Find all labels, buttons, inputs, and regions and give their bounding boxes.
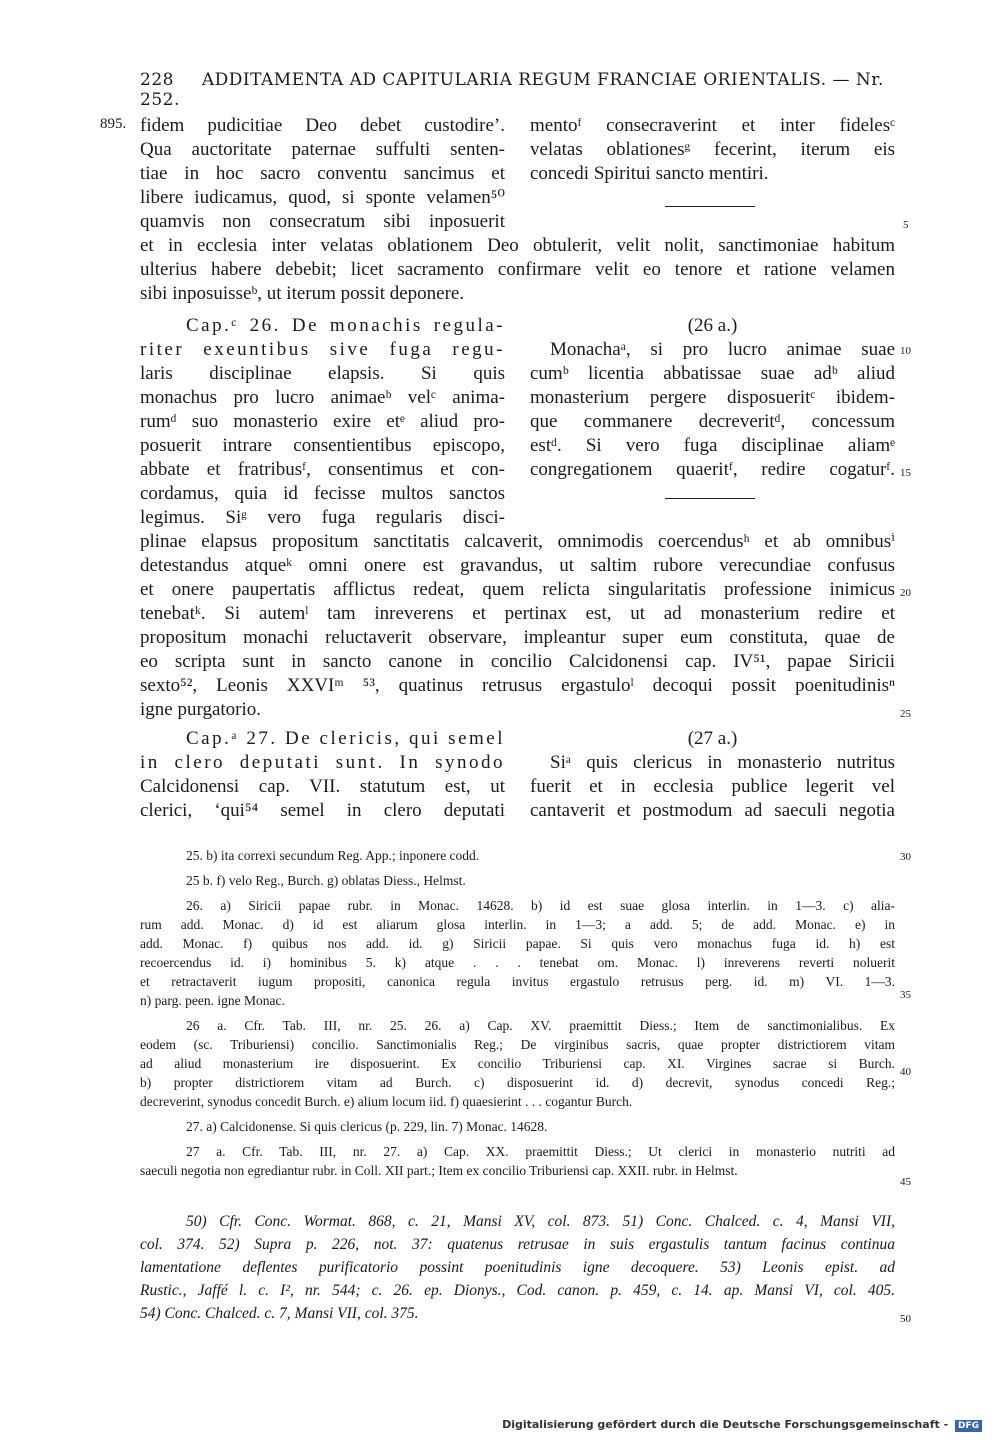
block3-left-column bbox=[140, 727, 505, 823]
text-line: tenebatᵏ. Si autemˡ tam inreverens et pertinax est, ut ad monasterium redire et bbox=[140, 603, 895, 624]
footnote-line: 25. b) ita correxi secundum Reg. App.; inponere codd. bbox=[186, 848, 480, 863]
text-line: quamvis non consecratum sibi inposuerit bbox=[140, 211, 505, 232]
text-line: Qua auctoritate paternae suffulti senten- bbox=[140, 139, 505, 160]
critical-apparatus bbox=[140, 846, 895, 1180]
full-width-paragraph-1 bbox=[140, 234, 895, 306]
text-line: propositum monachi reluctaverit observare, impleantur super eum constituta, quae de bbox=[140, 627, 895, 648]
line-number: 20 bbox=[900, 587, 911, 599]
dfg-logo: DFG bbox=[955, 1420, 982, 1432]
section-divider bbox=[665, 206, 755, 207]
text-line: in clero deputati sunt. In synodo bbox=[140, 752, 505, 773]
text-line: laris disciplinae elapsis. Si quis bbox=[140, 363, 505, 384]
footnote-line: saeculi negotia non egrediantur rubr. in Coll. XII part.; Item ex concilio Triburiensi cap. XXII. rubr. in Helmst. bbox=[140, 1163, 738, 1178]
footnote-group bbox=[140, 871, 895, 890]
text-line: congregationem quaeritᶠ, redire cogaturᶠ. bbox=[530, 459, 895, 480]
footnote-group bbox=[140, 896, 895, 1010]
block1-right-column bbox=[530, 114, 895, 186]
digitization-credit bbox=[502, 1418, 982, 1432]
footnote-line: n) parg. peen. igne Monac. bbox=[140, 993, 285, 1008]
section-divider bbox=[665, 498, 755, 499]
line-number: 30 bbox=[900, 851, 911, 863]
block1-left-column bbox=[140, 114, 505, 234]
text-line: monachus pro lucro animaeᵇ velᶜ anima- bbox=[140, 387, 505, 408]
line-number: 10 bbox=[900, 345, 911, 357]
line-number: 15 bbox=[900, 467, 911, 479]
numbered-notes bbox=[140, 1210, 895, 1325]
text-line: sexto⁵², Leonis XXVIᵐ ⁵³, quatinus retrusus ergastuloˡ decoqui possit poenitudinisⁿ bbox=[140, 675, 895, 696]
note-line: 50) Cfr. Conc. Wormat. 868, c. 21, Mansi XV, col. 873. 51) Conc. Chalced. c. 4, Mansi VII, bbox=[186, 1213, 895, 1230]
text-line: detestandus atqueᵏ omni onere est gravandus, ut saltim rubore verecundiae confusus bbox=[140, 555, 895, 576]
footnote-line: et retractaverit iugum propositi, canonica regula invitus ergastulo retrusus perg. id. m) VI. 1—3. bbox=[140, 974, 895, 989]
note-line: 54) Conc. Chalced. c. 7, Mansi VII, col. 375. bbox=[140, 1305, 419, 1322]
text-line: clerici, ‘qui⁵⁴ semel in clero deputati bbox=[140, 800, 505, 821]
text-line: fidem pudicitiae Deo debet custodireʼ. bbox=[140, 115, 505, 136]
section-number: (27 a.) bbox=[687, 728, 738, 749]
text-line: riter exeuntibus sive fuga regu- bbox=[140, 339, 505, 360]
note-line: col. 374. 52) Supra p. 226, not. 37: quatenus retrusae in suis ergastulis tantum facinus continua bbox=[140, 1236, 895, 1253]
line-number: 35 bbox=[900, 989, 911, 1001]
text-line: cumᵇ licentia abbatissae suae adᵇ aliud bbox=[530, 363, 895, 384]
line-number: 5 bbox=[903, 219, 909, 231]
running-header bbox=[140, 70, 900, 110]
footnote-line: 27. a) Calcidonense. Si quis clericus (p. 229, lin. 7) Monac. 14628. bbox=[186, 1119, 548, 1134]
text-line: ulterius habere debebit; licet sacramento confirmare velit eo tenore et ratione velamen bbox=[140, 259, 895, 280]
footnote-group bbox=[140, 1016, 895, 1111]
footnote-line: ad aliud monasterium ire disposuerint. Ex concilio Triburiensi cap. XI. Virgines sacrae si Burch. bbox=[140, 1056, 895, 1071]
line-number: 45 bbox=[900, 1176, 911, 1188]
text-line: Monachaᵃ, si pro lucro animae suae bbox=[550, 339, 895, 360]
block2-right-column bbox=[530, 314, 895, 482]
footnote-group bbox=[140, 846, 895, 865]
text-line: sibi inposuisseᵇ, ut iterum possit deponere. bbox=[140, 283, 465, 304]
section-number: (26 a.) bbox=[687, 315, 738, 336]
text-line: mentoᶠ consecraverint et inter fidelesᶜ bbox=[530, 115, 895, 136]
year-marker: 895. bbox=[100, 116, 127, 132]
block2-left-column bbox=[140, 314, 505, 530]
line-number: 40 bbox=[900, 1066, 911, 1078]
text-line: et onere paupertatis afflictus redeat, quem relicta singularitatis professione inimicus bbox=[140, 579, 895, 600]
text-line: legimus. Siᵍ vero fuga regularis disci- bbox=[140, 507, 505, 528]
text-line: que commanere decreveritᵈ, concessum bbox=[530, 411, 895, 432]
text-line: monasterium pergere disposueritᶜ ibidem- bbox=[530, 387, 895, 408]
text-line: cantaverit et postmodum ad saeculi negotia bbox=[530, 800, 895, 821]
text-line: Calcidonensi cap. VII. statutum est, ut bbox=[140, 776, 505, 797]
text-line: rumᵈ suo monasterio exire etᵉ aliud pro- bbox=[140, 411, 505, 432]
block3-right-column bbox=[530, 727, 895, 823]
note-line: Rustic., Jaffé l. c. I², nr. 544; c. 26. ep. Dionys., Cod. canon. p. 459, c. 14. ap. Mansi VI, col. 405. bbox=[140, 1282, 895, 1299]
text-line: Siᵃ quis clericus in monasterio nutritus bbox=[550, 752, 895, 773]
text-line: et in ecclesia inter velatas oblationem Deo obtulerit, velit nolit, sanctimoniae habitum bbox=[140, 235, 895, 256]
text-line: concedi Spiritui sancto mentiri. bbox=[530, 163, 769, 184]
text-line: estᵈ. Si vero fuga disciplinae aliamᵉ bbox=[530, 435, 895, 456]
note-line: lamentatione deflentes purificatorio possint poenitudinis igne decoquere. 53) Leonis epist. ad bbox=[140, 1259, 895, 1276]
text-line: velatas oblationesᵍ fecerint, iterum eis bbox=[530, 139, 895, 160]
line-number: 50 bbox=[900, 1313, 911, 1325]
footnote-line: rum add. Monac. d) id est aliarum glosa interlin. in 1—3; a add. 5; de add. Monac. e) in bbox=[140, 917, 895, 932]
full-width-paragraph-2 bbox=[140, 530, 895, 722]
footnote-line: recoercendus id. i) hominibus 5. k) atque . . . tenebat om. Monac. l) inreverens reverti noluerit bbox=[140, 955, 895, 970]
running-title: ADDITAMENTA AD CAPITULARIA REGUM FRANCIAE ORIENTALIS. — Nr. 252. bbox=[140, 70, 884, 110]
text-line: posuerit intrare consentientibus episcopo, bbox=[140, 435, 505, 456]
text-line: cordamus, quia id fecisse multos sanctos bbox=[140, 483, 505, 504]
chapter-heading: Cap.ᵃ 27. De clericis, qui semel bbox=[186, 728, 505, 749]
text-line: abbate et fratribusᶠ, consentimus et con- bbox=[140, 459, 505, 480]
text-line: igne purgatorio. bbox=[140, 699, 262, 720]
footnote-line: 27 a. Cfr. Tab. III, nr. 27. a) Cap. XX. praemittit Diess.; Ut clerici in monasterio nutriti ad bbox=[186, 1144, 895, 1159]
footnote-line: add. Monac. f) quibus nos add. id. g) Siricii papae. Si quis vero monachus fuga id. h) est bbox=[140, 936, 895, 951]
page-number: 228 bbox=[140, 70, 174, 90]
text-line: libere iudicamus, quod, si sponte velamen⁵⁰ bbox=[140, 187, 505, 208]
footnote-group bbox=[140, 1142, 895, 1180]
digitization-text: Digitalisierung gefördert durch die Deutsche Forschungsgemeinschaft - bbox=[502, 1418, 949, 1431]
text-line: eo scripta sunt in sancto canone in concilio Calcidonensi cap. IV⁵¹, papae Siricii bbox=[140, 651, 895, 672]
footnote-line: 26 a. Cfr. Tab. III, nr. 25. 26. a) Cap. XV. praemittit Diess.; Item de sanctimonialibus. Ex bbox=[186, 1018, 895, 1033]
footnote-line: decreverint, synodus concedit Burch. e) alium locum iid. f) quaesierint . . . cogantur Burch. bbox=[140, 1094, 633, 1109]
footnote-group bbox=[140, 1117, 895, 1136]
chapter-heading: Cap.ᶜ 26. De monachis regula- bbox=[186, 315, 505, 336]
footnote-line: eodem (sc. Triburiensi) concilio. Sanctimonialis Reg.; De virginibus sacris, quae propter districtiorem vitam bbox=[140, 1037, 895, 1052]
footnote-line: 26. a) Siricii papae rubr. in Monac. 14628. b) id est suae glosa interlin. in 1—3. c) alia- bbox=[186, 898, 895, 913]
line-number: 25 bbox=[900, 708, 911, 720]
text-line: tiae in hoc sacro conventu sancimus et bbox=[140, 163, 505, 184]
text-line: fuerit et in ecclesia publice legerit vel bbox=[530, 776, 895, 797]
footnote-line: 25 b. f) velo Reg., Burch. g) oblatas Diess., Helmst. bbox=[186, 873, 466, 888]
text-line: plinae elapsus propositum sanctitatis calcaverit, omnimodis coercendusʰ et ab omnibusⁱ bbox=[140, 531, 895, 552]
footnote-line: b) propter districtiorem vitam ad Burch. c) disposuerint id. d) decrevit, synodus concedi Reg.; bbox=[140, 1075, 895, 1090]
